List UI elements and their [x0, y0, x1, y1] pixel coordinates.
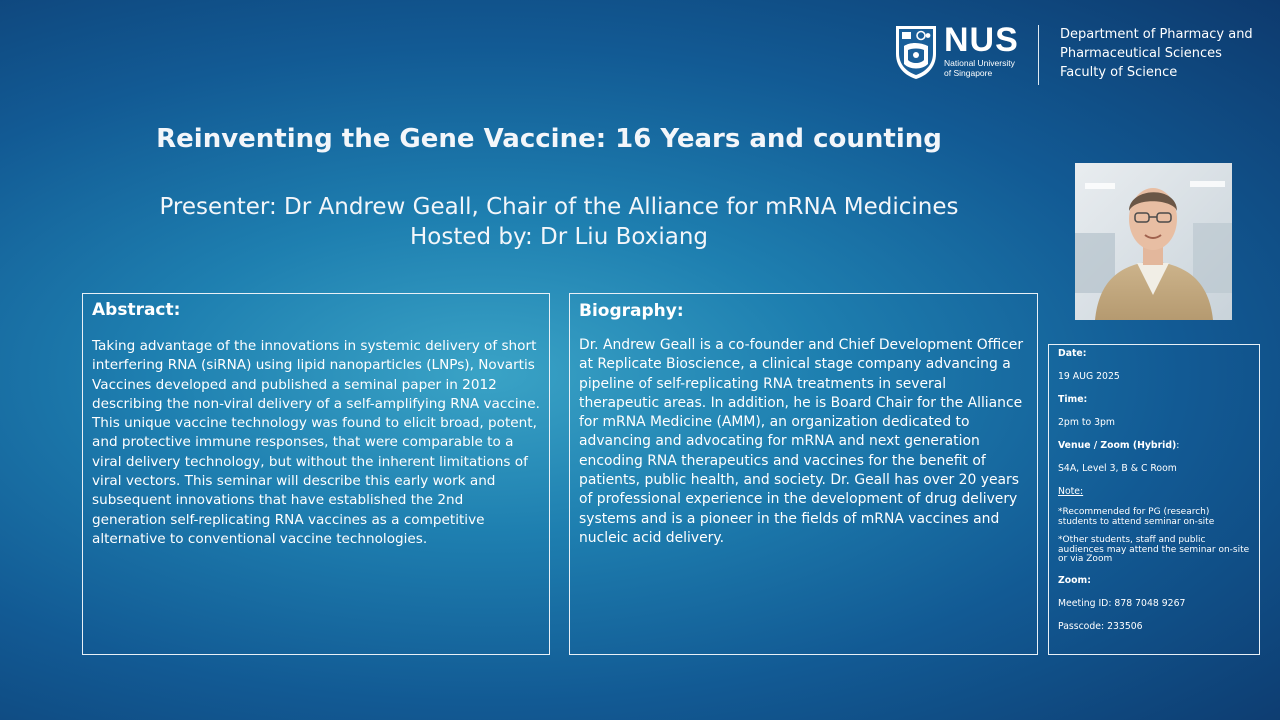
seminar-title: Reinventing the Gene Vaccine: 16 Years and counting [156, 124, 942, 154]
dept-line-3: Faculty of Science [1060, 65, 1178, 80]
biography-heading: Biography: [579, 301, 684, 321]
abstract-heading: Abstract: [92, 300, 181, 320]
note-label: Note: [1058, 486, 1084, 497]
biography-text: Dr. Andrew Geall is a co-founder and Chief Development Officer at Replicate Bioscience, a clinical stage company advancing a pipeline of self-replicating RNA treatments in several therapeutic areas. In addition, he is Board Chair for the Alliance for mRNA Medicine (AMM), an organization dedicated to advancing and advocating for mRNA and next generation encoding RNA therapeutics and vaccines for the benefit of patients, public health, and society. Dr. Geall has over 20 years of professional experience in the development of drug delivery systems and is a pioneer in the fields of mRNA vaccines and nucleic acid delivery. [579, 337, 1024, 546]
zoom-passcode: Passcode: 233506 [1058, 620, 1143, 632]
event-info-box [1048, 344, 1260, 655]
nus-wordmark: NUS [944, 21, 1019, 59]
header-divider [1038, 25, 1039, 85]
nus-subtitle [944, 58, 1019, 78]
zoom-meeting-id: Meeting ID: 878 7048 9267 [1058, 597, 1186, 609]
time-label: Time: [1058, 394, 1088, 405]
department-name [1060, 25, 1253, 82]
venue-value: S4A, Level 3, B & C Room [1058, 463, 1177, 474]
note-others: *Other students, staff and public audiences may attend the seminar on-site or via Zoom [1058, 535, 1250, 564]
abstract-text: Taking advantage of the innovations in systemic delivery of short interfering RNA (siRNA) using lipid nanoparticles (LNPs), Novartis Vaccines developed and published a seminal paper in 2012 describing the non-viral delivery of a self-amplifying RNA vaccine. This unique vaccine technology was found to elicit broad, potent, and protective immune responses, that were comparable to a viral delivery technology, but without the inherent limitations of viral vectors. This seminar will describe this early work and subsequent innovations that have established the 2nd generation self-replicating RNA vaccines as a competitive alternative to conventional vaccine technologies. [92, 338, 540, 547]
nus-subtitle-line-1: National University [944, 58, 1015, 68]
speaker-portrait-image [1075, 163, 1232, 320]
presenter-block [0, 192, 1118, 252]
dept-line-2: Pharmaceutical Sciences [1060, 46, 1222, 61]
venue-label-text: Venue / Zoom (Hybrid) [1058, 440, 1177, 451]
host-line: Hosted by: Dr Liu Boxiang [409, 224, 708, 250]
nus-crest-icon [894, 24, 938, 80]
zoom-label: Zoom: [1058, 574, 1091, 586]
nus-logo [894, 21, 1019, 86]
date-value: 19 AUG 2025 [1058, 371, 1120, 382]
date-label: Date: [1058, 348, 1087, 359]
venue-label [1058, 439, 1250, 453]
nus-subtitle-line-2: of Singapore [944, 68, 993, 78]
presenter-line: Presenter: Dr Andrew Geall, Chair of the Alliance for mRNA Medicines [159, 194, 959, 220]
venue-label-colon: : [1176, 440, 1180, 451]
speaker-photo [1075, 163, 1232, 320]
note-pg: *Recommended for PG (research) students to attend seminar on-site [1058, 507, 1215, 527]
time-value: 2pm to 3pm [1058, 417, 1115, 428]
dept-line-1: Department of Pharmacy and [1060, 27, 1253, 42]
biography-box [569, 293, 1038, 655]
abstract-box [82, 293, 550, 655]
